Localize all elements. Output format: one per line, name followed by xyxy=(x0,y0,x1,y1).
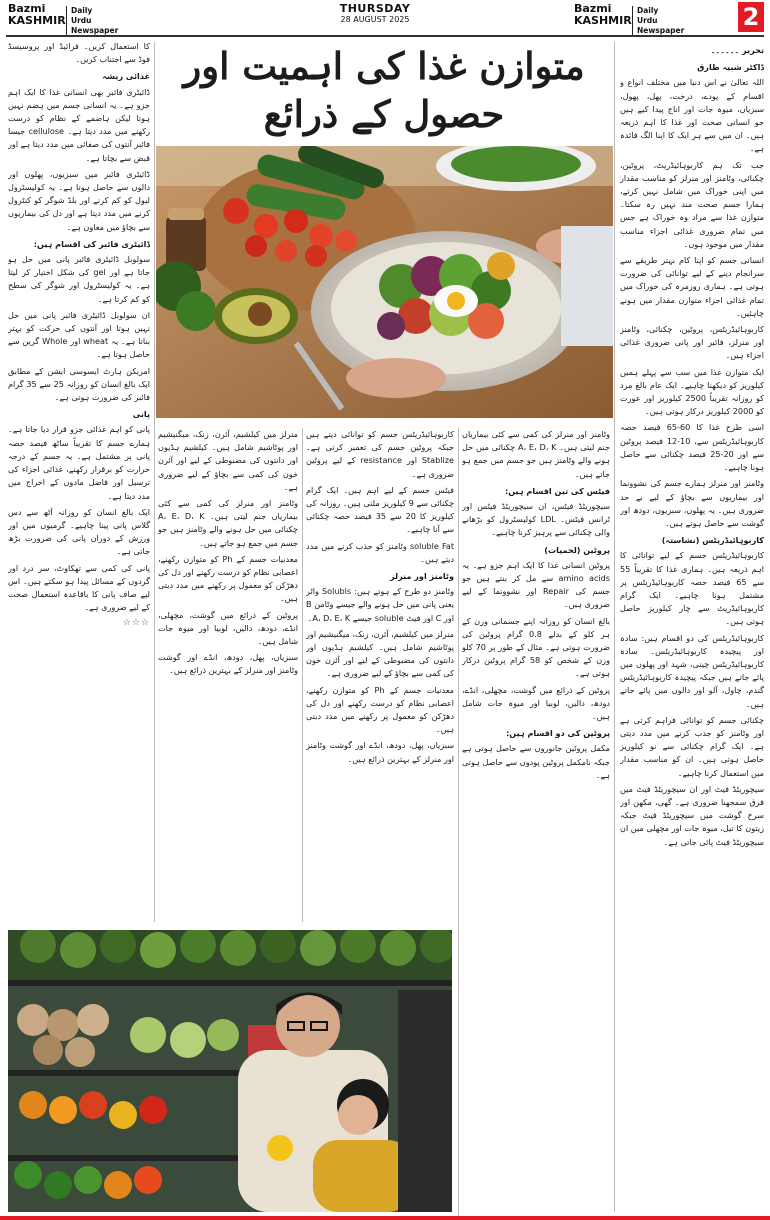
paragraph: ایک متوازن غذا میں سب سے پہلے ہمیں کیلوریز کو دیکھنا چاہیے۔ ایک عام بالغ مرد کو روزانہ تقریباً 2500 کیلوریز اور عورت کو 2000 کیلوریز درکار ہوتی ہیں۔ xyxy=(620,366,764,417)
salad-plate-illustration xyxy=(156,146,613,418)
page-header xyxy=(0,0,770,38)
masthead-sub-urdu: Urdu Newspaper xyxy=(71,16,119,35)
paragraph: پروٹین کے ذرائع میں گوشت، مچھلی، انڈے، دودھ، دالیں، لوبیا اور میوہ جات شامل ہیں۔ xyxy=(462,684,610,722)
column-mid-a xyxy=(462,428,610,1216)
paragraph: کا استعمال کریں۔ فرائیڈ اور پروسیسڈ فوڈ سے اجتناب کریں۔ xyxy=(8,41,150,65)
masthead-sub-daily: Daily xyxy=(71,6,93,15)
column-divider xyxy=(302,428,303,922)
column-divider xyxy=(154,42,155,922)
column-mid-b xyxy=(306,428,454,922)
paragraph: اسی طرح غذا کا 60-65 فیصد حصہ کاربوہائیڈریٹس سے، 10-12 فیصد پروٹین سے اور 20-25 فیصد چکنائی سے حاصل ہونا چاہیے۔ xyxy=(620,422,764,473)
end-mark: ☆☆☆ xyxy=(122,618,150,629)
section-heading: پروٹین (لحمیات) xyxy=(544,544,610,555)
paragraph: کاربوہائیڈریٹس کی دو اقسام ہیں: سادہ اور پیچیدہ کاربوہائیڈریٹس۔ سادہ کاربوہائیڈریٹس چینی، شہد اور پھلوں میں پائے جاتے ہیں جبکہ پیچیدہ کاربوہائیڈریٹس گندم، چاول، آلو اور دالوں میں پائے جاتے ہیں۔ xyxy=(620,632,764,709)
column-right xyxy=(620,40,764,1212)
paragraph: وٹامنز دو طرح کے ہوتے ہیں: Solubls واٹر یعنی پانی میں حل ہونے والے جیسے وٹامن B اور C اور فیٹ soluble جیسے A، D، E، K۔ xyxy=(306,586,454,623)
paragraph: معدنیات جسم کے Ph کو متوازن رکھنے، اعصابی نظام کو درست رکھنے اور دل کی دھڑکن کو معمول پر رکھنے میں مدد دیتی ہیں۔ xyxy=(306,684,454,735)
paragraph: ایک بالغ انسان کو روزانہ آٹھ سے دس گلاس پانی پینا چاہیے۔ گرمیوں میں اور ورزش کے دوران پانی کی ضرورت بڑھ جاتی ہے۔ xyxy=(8,506,150,557)
paragraph: منرلز میں کیلشیم، آئرن، زنک، میگنیشیم اور پوٹاشیم شامل ہیں۔ کیلشیم ہڈیوں اور دانتوں کی مضبوطی کے لیے اور آئرن خون کی کمی سے بچاؤ کے لیے ضروری ہے۔ xyxy=(158,429,298,492)
column-mid-c xyxy=(158,428,298,922)
section-heading: وٹامنز اور منرلز xyxy=(390,571,454,582)
paragraph: وٹامنز اور منرلز ہمارے جسم کی نشوونما اور بیماریوں سے بچاؤ کے لیے بے حد ضروری ہیں۔ یہ پھلوں، سبزیوں، دودھ اور گوشت سے حاصل ہوتے ہیں۔ xyxy=(620,478,764,528)
header-rule xyxy=(6,35,764,37)
column-divider xyxy=(458,428,459,1218)
section-heading: کاربوہائیڈریٹس (نشاستہ) xyxy=(661,535,764,546)
column-left xyxy=(8,40,150,924)
footer-rule xyxy=(0,1216,770,1220)
paragraph: سیچوریٹڈ فیٹ اور ان سیچوریٹڈ فیٹ میں فرق سمجھنا ضروری ہے۔ گھی، مکھن اور سرخ گوشت میں سیچوریٹڈ فیٹ جبکہ زیتون کا تیل، میوہ جات اور مچھلی میں ان سیچوریٹڈ فیٹ پائی جاتی ہے۔ xyxy=(620,783,764,847)
paragraph: سولوبل ڈائیٹری فائبر پانی میں حل ہو جاتا ہے اور gel کی شکل اختیار کر لیتا ہے۔ یہ کولیسٹرول اور شوگر کی سطح کو کم کرتا ہے۔ xyxy=(8,254,150,304)
paragraph: ان سولوبل ڈائیٹری فائبر پانی میں حل نہیں ہوتا اور آنتوں کی حرکت کو بہتر بناتا ہے۔ یہ wheat اور Whole گرین سے حاصل ہوتا ہے۔ xyxy=(8,309,150,360)
paragraph: پانی کو اہم غذائی جزو قرار دیا جاتا ہے۔ ہمارے جسم کا تقریباً ساٹھ فیصد حصہ پانی پر مشتمل ہے۔ یہ جسم کے درجہ حرارت کو برقرار رکھنے، غذائی اجزاء کی ترسیل اور فاضل مادوں کے اخراج میں مدد دیتا ہے۔ xyxy=(8,424,150,501)
byline-label: تحریر ۔۔۔۔۔۔ xyxy=(710,45,764,55)
masthead-right-sub-daily: Daily xyxy=(637,6,659,15)
grocery-photo xyxy=(8,930,452,1212)
paragraph: وٹامنز اور منرلز کی کمی سے کئی بیماریاں جنم لیتی ہیں۔ A، E، D، K چکنائی میں حل ہونے والے وٹامنز ہیں جو جسم میں جمع ہو جاتے ہیں۔ xyxy=(462,429,610,479)
masthead-left xyxy=(8,2,119,35)
issue-date xyxy=(300,2,450,24)
paragraph: سبزیاں، پھل، دودھ، انڈے اور گوشت وٹامنز اور منرلز کے بہترین ذرائع ہیں۔ xyxy=(158,652,298,676)
paragraph: کاربوہائیڈریٹس جسم کو توانائی دیتے ہیں جبکہ پروٹین جسم کی تعمیر کرتی ہے۔ Stablize اور resistance کے لیے پروٹین ضروری ہے۔ xyxy=(306,429,454,479)
paragraph: سبزیاں، پھل، دودھ، انڈے اور گوشت وٹامنز اور منرلز کے بہترین ذرائع ہیں۔ xyxy=(306,740,454,764)
paragraph: جب تک ہم کاربوہائیڈریٹ، پروٹین، چکنائی، وٹامنز اور منرلز کو مناسب مقدار میں اپنی خوراک میں شامل نہیں کرتے، ہمارا جسم صحت مند نہیں رہ سکتا۔ متوازن غذا سے مراد وہ خوراک ہے جس میں تمام ضروری غذائی اجزاء مناسب مقدار میں موجود ہوں۔ xyxy=(620,159,764,249)
paragraph: سیچوریٹڈ فیٹس، ان سیچوریٹڈ فیٹس اور ٹرانس فیٹس۔ LDL کولیسٹرول کو بڑھانے والی چکنائی سے پرہیز کرنا چاہیے۔ xyxy=(462,501,610,538)
paragraph: اللہ تعالیٰ نے اس دنیا میں مختلف انواع و اقسام کے پودے، درخت، پھل، پھول، سبزیاں، میوہ جات اور اناج پیدا کیے ہیں جو انسانی صحت اور غذا کا اہم ذریعہ ہیں۔ ان میں سے ہر ایک کا اپنا الگ فائدہ ہے۔ xyxy=(620,77,764,154)
masthead-right-subtitle xyxy=(632,6,701,36)
paragraph: مکمل پروٹین جانوروں سے حاصل ہوتی ہے جبکہ نامکمل پروٹین پودوں سے حاصل ہوتی ہے۔ xyxy=(462,743,610,780)
grocery-shopping-illustration xyxy=(8,930,452,1212)
section-heading: پانی xyxy=(132,409,150,420)
masthead-right-line1: Bazmi xyxy=(574,2,612,15)
issue-date-text: 28 AUGUST 2025 xyxy=(340,15,410,24)
paragraph: پروٹین انسانی غذا کا ایک اہم جزو ہے۔ یہ amino acids سے مل کر بنتے ہیں جو جسم کی Repair اور نشوونما کے لیے ضروری ہیں۔ xyxy=(462,559,610,610)
paragraph: فیٹس جسم کے لیے اہم ہیں۔ ایک گرام چکنائی سے 9 کیلوریز ملتی ہیں۔ روزانہ کی کیلوریز کا 20 سے 35 فیصد حصہ چکنائی سے آنا چاہیے۔ xyxy=(306,484,454,535)
paragraph: ڈائیٹری فائبر بھی انسانی غذا کا ایک اہم جزو ہے۔ یہ انسانی جسم میں ہضم نہیں ہوتا لیکن ہاضمے کے نظام کو درست رکھنے میں مدد دیتا ہے۔ cellulose جیسا فائبر آنتوں کی صفائی میں مدد دیتا ہے اور قبض سے بچاتا ہے۔ xyxy=(8,86,150,163)
masthead-subtitle xyxy=(66,6,135,36)
section-heading: پروٹین کی دو اقسام ہیں: xyxy=(506,728,610,739)
masthead-title-line2: KASHMIR xyxy=(8,14,66,27)
masthead-right xyxy=(574,2,685,35)
paragraph: پروٹین کے ذرائع میں گوشت، مچھلی، انڈے، دودھ، دالیں، لوبیا اور میوہ جات شامل ہیں۔ xyxy=(158,609,298,647)
paragraph: معدنیات جسم کے Ph کو متوازن رکھنے، اعصابی نظام کو درست رکھنے اور دل کی دھڑکن کو معمول پر رکھنے میں مدد دیتی ہیں۔ xyxy=(158,553,298,604)
paragraph: امریکن ہارٹ ایسوسی ایشن کے مطابق ایک بالغ انسان کو روزانہ 25 سے 35 گرام فائبر کی ضرورت ہوتی ہے۔ xyxy=(8,365,150,403)
food-photo xyxy=(156,146,613,418)
page-number-badge: 2 xyxy=(738,2,764,32)
paragraph: وٹامنز اور منرلز کی کمی سے کئی بیماریاں جنم لیتی ہیں۔ A، E، D، K چکنائی میں حل ہونے والے وٹامنز ہیں جو جسم میں جمع ہو جاتے ہیں۔ xyxy=(158,498,298,548)
paragraph: انسانی جسم کو اپنا کام بہتر طریقے سے سرانجام دینے کے لیے توانائی کی ضرورت ہوتی ہے۔ ہماری روزمرہ کی خوراک میں تمام غذائی اجزاء متوازن مقدار میں ہونے چاہئیں۔ xyxy=(620,255,764,318)
issue-day: THURSDAY xyxy=(339,2,411,15)
paragraph: soluble Fat وٹامنز کو جذب کرنے میں مدد دیتے ہیں۔ xyxy=(306,540,454,564)
masthead-right-sub-urdu: Urdu Newspaper xyxy=(637,16,685,35)
section-heading: غذائی ریشہ xyxy=(102,71,150,82)
paragraph: چکنائی جسم کو توانائی فراہم کرتی ہے اور وٹامنز کو جذب کرنے میں مدد دیتی ہے۔ ایک گرام چکنائی سے نو کیلوریز حاصل ہوتی ہیں۔ ان کو مناسب مقدار میں استعمال کرنا چاہیے۔ xyxy=(620,714,764,778)
column-divider xyxy=(614,42,615,1212)
masthead-title-line1: Bazmi xyxy=(8,2,46,15)
paragraph: منرلز میں کیلشیم، آئرن، زنک، میگنیشیم اور پوٹاشیم شامل ہیں۔ کیلشیم ہڈیوں اور دانتوں کی مضبوطی کے لیے اور آئرن خون کی کمی سے بچاؤ کے لیے ضروری ہے۔ xyxy=(306,628,454,679)
paragraph: کاربوہائیڈریٹس، پروٹین، چکنائی، وٹامنز اور منرلز، فائبر اور پانی ضروری غذائی اجزاء ہیں۔ xyxy=(620,324,764,361)
section-heading: فیٹس کی تین اقسام ہیں: xyxy=(505,485,610,496)
byline-author: ڈاکٹر شبیہ طارق xyxy=(697,62,764,73)
paragraph: پانی کی کمی سے تھکاوٹ، سر درد اور گردوں کے مسائل پیدا ہو سکتے ہیں۔ اس لیے صاف پانی کا باقاعدہ استعمال صحت کے لیے ضروری ہے۔ xyxy=(8,562,150,613)
masthead-right-line2: KASHMIR xyxy=(574,14,632,27)
paragraph: ڈائیٹری فائبر میں سبزیوں، پھلوں اور دالوں سے حاصل ہوتا ہے۔ یہ کولیسٹرول لیول کو کم کرنے اور بلڈ شوگر کو کنٹرول کرنے میں مدد دیتا ہے اور دل کی بیماریوں سے بچاؤ میں معاون ہے۔ xyxy=(8,168,150,232)
paragraph: کاربوہائیڈریٹس جسم کے لیے توانائی کا اہم ذریعہ ہیں۔ ہماری غذا کا تقریباً 55 سے 65 فیصد حصہ کاربوہائیڈریٹس پر مشتمل ہونا چاہیے۔ ایک گرام کاربوہائیڈریٹ سے چار کیلوریز حاصل ہوتی ہیں۔ xyxy=(620,550,764,627)
article-headline: متوازن غذا کی اہمیت اور حصول کے ذرائع xyxy=(183,44,585,136)
section-heading: ڈائیٹری فائبر کی اقسام ہیں: xyxy=(33,238,150,249)
paragraph: بالغ انسان کو روزانہ اپنے جسمانی وزن کے ہر کلو کے بدلے 0.8 گرام پروٹین کی ضرورت ہوتی ہے۔ مثال کے طور پر 70 کلو وزن کے شخص کو 58 گرام پروٹین درکار ہوتی ہے۔ xyxy=(462,615,610,679)
